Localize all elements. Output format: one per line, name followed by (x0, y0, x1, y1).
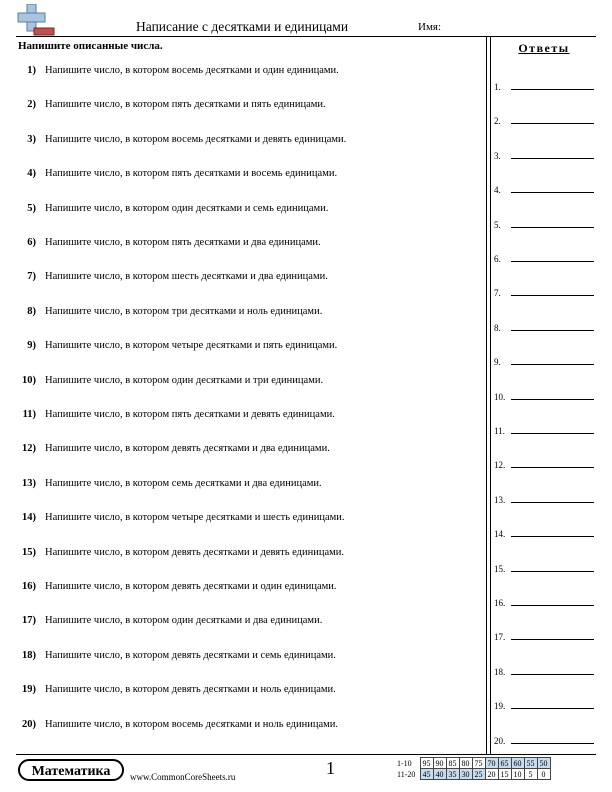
question-item (16, 271, 476, 287)
header-divider (16, 36, 596, 37)
score-cell: 85 (446, 758, 459, 769)
question-number: 15) (22, 546, 36, 558)
score-table (396, 757, 551, 780)
question-number: 9) (27, 340, 36, 352)
question-number: 6) (27, 237, 36, 248)
answer-line[interactable] (511, 502, 594, 503)
question-number: 4) (27, 168, 36, 180)
question-text: Напишите число, в котором девять десятками и ноль единицами. (45, 684, 336, 696)
answer-slot[interactable] (494, 112, 596, 126)
answer-slot[interactable] (494, 216, 596, 230)
answer-line[interactable] (511, 330, 594, 331)
answer-number: 2. (494, 116, 501, 127)
score-cell: 60 (511, 758, 524, 769)
question-text: Напишите число, в котором семь десятками и два единицами. (45, 477, 322, 489)
score-row (396, 769, 550, 780)
score-cell: 90 (433, 758, 446, 769)
question-text: Напишите число, в котором девять десятками и два единицами. (45, 443, 330, 455)
answer-slot[interactable] (494, 319, 596, 333)
score-cell: 80 (459, 758, 472, 769)
answer-slot[interactable] (494, 353, 596, 367)
question-text: Напишите число, в котором девять десятками и один единицами. (45, 581, 337, 592)
question-text: Напишите число, в котором восемь десятками и ноль единицами. (45, 718, 339, 730)
answer-line[interactable] (511, 743, 594, 744)
answer-line[interactable] (511, 158, 594, 159)
question-number: 13) (22, 477, 36, 489)
score-cell: 65 (498, 758, 511, 769)
answer-slot[interactable] (494, 147, 596, 161)
instructions: Напишите описанные числа. (18, 40, 163, 52)
question-number: 2) (27, 99, 36, 111)
answer-slot[interactable] (494, 663, 596, 677)
answer-number: 1. (494, 82, 501, 92)
answer-line[interactable] (511, 639, 594, 640)
answer-number: 14. (494, 529, 506, 540)
question-number: 11) (22, 409, 36, 420)
score-cell: 30 (459, 769, 472, 780)
question-item (16, 581, 476, 597)
answer-slot[interactable] (494, 250, 596, 264)
question-item (16, 719, 476, 735)
answer-slot[interactable] (494, 491, 596, 505)
answer-number: 17. (494, 632, 506, 643)
score-cell: 5 (524, 769, 537, 780)
question-item (16, 650, 476, 666)
question-item (16, 203, 476, 219)
answer-number: 13. (494, 494, 506, 505)
question-item (16, 340, 476, 356)
answer-line[interactable] (511, 674, 594, 675)
question-item (16, 684, 476, 700)
question-text: Напишите число, в котором пять десятками и девять единицами. (45, 409, 335, 420)
answer-slot[interactable] (494, 388, 596, 402)
answer-number: 7. (494, 288, 501, 299)
answer-number: 20. (494, 735, 506, 746)
answer-number: 8. (494, 322, 501, 333)
question-item (16, 409, 476, 425)
answer-slot[interactable] (494, 181, 596, 195)
answer-slot[interactable] (494, 422, 596, 436)
brand-badge: Математика (18, 759, 124, 781)
question-number: 14) (22, 512, 36, 524)
answer-number: 11. (494, 426, 505, 436)
question-item (16, 375, 476, 391)
answers-title: Ответы (518, 41, 570, 55)
question-text: Напишите число, в котором девять десятками и семь единицами. (45, 649, 336, 661)
question-number: 10) (22, 374, 36, 386)
question-number: 8) (27, 305, 36, 317)
score-row-label: 11-20 (397, 769, 416, 779)
question-text: Напишите число, в котором один десятками и три единицами. (45, 374, 324, 386)
question-text: Напишите число, в котором пять десятками и два единицами. (45, 237, 321, 248)
answer-number: 12. (494, 460, 506, 471)
question-item (16, 478, 476, 494)
answer-line[interactable] (511, 467, 594, 468)
question-number: 3) (27, 133, 36, 145)
question-text: Напишите число, в котором четыре десятками и пять единицами. (45, 340, 338, 352)
answer-line[interactable] (511, 227, 594, 228)
answer-line[interactable] (511, 89, 594, 90)
question-item (16, 306, 476, 322)
answer-number: 19. (494, 701, 506, 712)
column-divider-right (490, 36, 491, 754)
answer-number: 15. (494, 563, 506, 574)
score-cell: 25 (472, 769, 485, 780)
question-item (16, 443, 476, 459)
question-text: Напишите число, в котором один десятками и два единицами. (45, 615, 323, 627)
answer-line[interactable] (511, 295, 594, 296)
score-cell: 70 (485, 758, 498, 769)
question-text: Напишите число, в котором четыре десятками и шесть единицами. (45, 512, 345, 524)
question-number: 18) (22, 649, 36, 661)
answer-number: 5. (494, 219, 501, 230)
score-row-label: 1-10 (397, 758, 412, 768)
score-cell: 20 (485, 769, 498, 780)
name-label: Имя: (418, 21, 442, 33)
answer-line[interactable] (511, 433, 594, 434)
answer-slot[interactable] (494, 456, 596, 470)
score-cell: 10 (511, 769, 524, 780)
question-number: 17) (22, 615, 36, 627)
answer-number: 10. (494, 391, 506, 402)
question-item (16, 134, 476, 150)
score-cell: 75 (472, 758, 485, 769)
score-cell: 95 (420, 758, 433, 769)
score-row (396, 758, 550, 769)
question-item (16, 237, 476, 253)
question-number: 1) (27, 65, 36, 76)
answer-slot[interactable] (494, 628, 596, 642)
answer-line[interactable] (511, 536, 594, 537)
answer-line[interactable] (511, 192, 594, 193)
answer-slot[interactable] (494, 594, 596, 608)
question-number: 20) (22, 718, 36, 730)
answer-slot[interactable] (494, 732, 596, 746)
answer-number: 18. (494, 666, 506, 677)
question-item (16, 615, 476, 631)
question-item (16, 99, 476, 115)
answer-number: 9. (494, 357, 501, 368)
answer-line[interactable] (511, 399, 594, 400)
question-item (16, 547, 476, 563)
score-cell: 15 (498, 769, 511, 780)
question-text: Напишите число, в котором три десятками и ноль единицами. (45, 305, 323, 317)
question-number: 7) (27, 271, 36, 283)
column-divider-left (486, 36, 487, 754)
answer-number: 3. (494, 150, 501, 161)
math-logo-icon (16, 4, 56, 36)
question-text: Напишите число, в котором пять десятками и пять единицами. (45, 99, 326, 111)
question-number: 5) (27, 202, 36, 214)
website-link[interactable]: www.CommonCoreSheets.ru (130, 772, 236, 782)
score-cell: 45 (420, 769, 433, 780)
answer-slot[interactable] (494, 697, 596, 711)
answer-line[interactable] (511, 261, 594, 262)
question-text: Напишите число, в котором один десятками и семь единицами. (45, 202, 329, 214)
question-item (16, 168, 476, 184)
answer-slot[interactable] (494, 560, 596, 574)
question-item (16, 65, 476, 81)
question-number: 16) (22, 581, 36, 592)
answer-slot[interactable] (494, 78, 596, 92)
footer-divider (16, 754, 596, 755)
score-cell: 50 (537, 758, 550, 769)
question-number: 19) (22, 684, 36, 696)
answer-number: 4. (494, 185, 501, 196)
question-number: 12) (22, 443, 36, 455)
answer-slot[interactable] (494, 284, 596, 298)
question-item (16, 512, 476, 528)
answer-line[interactable] (511, 708, 594, 709)
answer-line[interactable] (511, 123, 594, 124)
question-text: Напишите число, в котором восемь десятками и девять единицами. (45, 133, 347, 145)
page-number: 1 (326, 758, 335, 778)
score-cell: 0 (537, 769, 550, 780)
question-text: Напишите число, в котором пять десятками и восемь единицами. (45, 168, 338, 180)
question-text: Напишите число, в котором шесть десятками и два единицами. (45, 271, 328, 283)
page-title: Написание с десятками и единицами (136, 19, 349, 34)
answer-line[interactable] (511, 571, 594, 572)
answer-line[interactable] (511, 605, 594, 606)
score-cell: 40 (433, 769, 446, 780)
answer-line[interactable] (511, 364, 594, 365)
score-cell: 55 (524, 758, 537, 769)
answer-slot[interactable] (494, 525, 596, 539)
answer-number: 16. (494, 598, 506, 608)
question-text: Напишите число, в котором девять десятками и девять единицами. (45, 546, 345, 558)
score-cell: 35 (446, 769, 459, 780)
answer-number: 6. (494, 254, 501, 264)
question-text: Напишите число, в котором восемь десятками и один единицами. (45, 65, 339, 76)
